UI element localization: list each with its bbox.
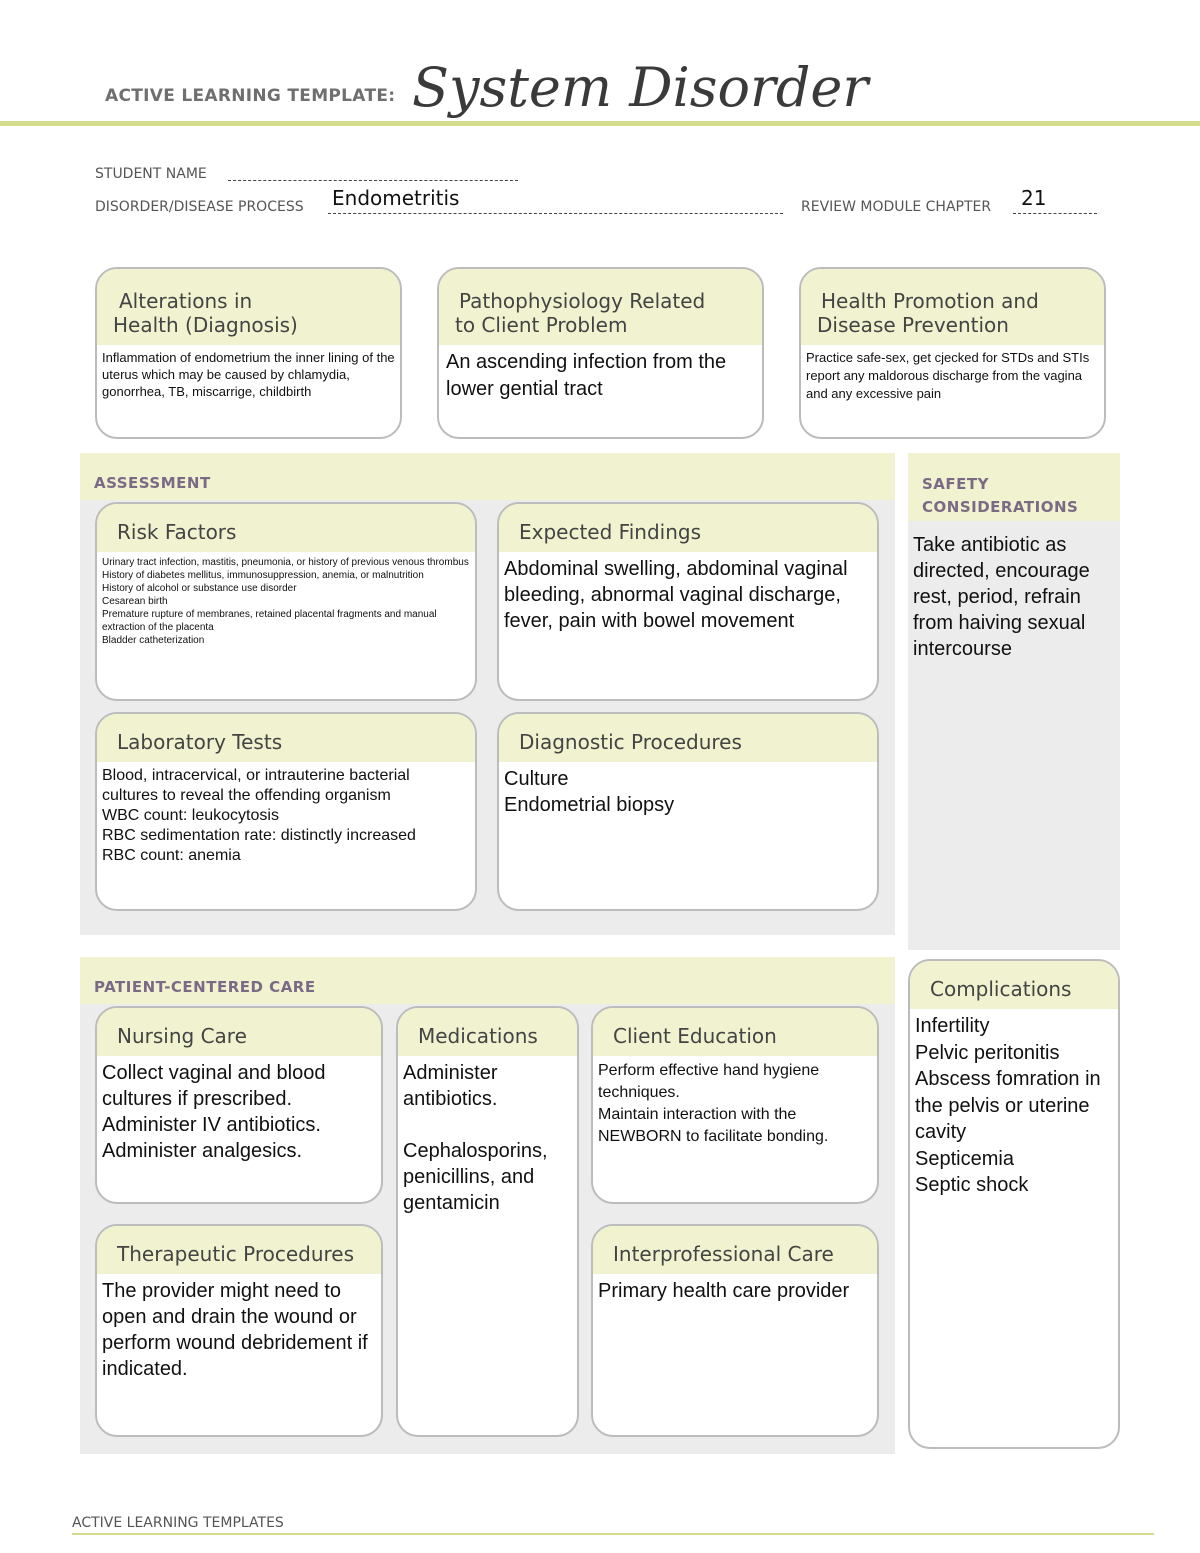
lab-tests-title: Laboratory Tests bbox=[97, 714, 475, 762]
nursing-care-body bbox=[97, 1056, 381, 1168]
risk-factor-item: Urinary tract infection, mastitis, pneumonia, or history of previous venous thrombus bbox=[102, 557, 469, 568]
medication-item: Administer antibiotics. bbox=[403, 1062, 498, 1110]
client-education-body bbox=[593, 1056, 877, 1152]
nursing-care-title: Nursing Care bbox=[97, 1008, 381, 1056]
medications-title: Medications bbox=[398, 1008, 577, 1056]
alterations-body: Inflammation of endometrium the inner lining of the uterus which may be caused by chlamydia, gonorrhea, TB, miscarrige, childbirth bbox=[102, 350, 395, 399]
disorder-field[interactable] bbox=[328, 213, 783, 214]
interprofessional-care-card bbox=[591, 1224, 879, 1437]
pathophysiology-body: An ascending infection from the lower gential tract bbox=[446, 351, 727, 400]
footer-text: ACTIVE LEARNING TEMPLATES bbox=[72, 1515, 284, 1531]
complication-item: Infertility bbox=[915, 1015, 990, 1037]
expected-findings-card bbox=[497, 502, 879, 701]
lab-test-item: Blood, intracervical, or intrauterine bacterial cultures to reveal the offending organism bbox=[102, 767, 410, 804]
diagnostic-procedures-card bbox=[497, 712, 879, 911]
client-education-card bbox=[591, 1006, 879, 1204]
health-promotion-title: Health Promotion and Disease Prevention bbox=[801, 269, 1104, 345]
safety-title: SAFETY CONSIDERATIONS bbox=[922, 475, 1079, 516]
interprofessional-care-title: Interprofessional Care bbox=[593, 1226, 877, 1274]
therapeutic-procedures-title: Therapeutic Procedures bbox=[97, 1226, 381, 1274]
complications-title: Complications bbox=[910, 961, 1118, 1009]
chapter-label: REVIEW MODULE CHAPTER bbox=[801, 199, 992, 215]
risk-factor-item: Bladder catheterization bbox=[102, 635, 205, 646]
diagnostic-item: Culture bbox=[504, 768, 569, 790]
nursing-care-card bbox=[95, 1006, 383, 1204]
safety-panel bbox=[908, 453, 1120, 950]
footer-rule bbox=[72, 1533, 1154, 1535]
health-promotion-body: Practice safe-sex, get cjecked for STDs and STIs report any maldorous discharge from the vagina and any excessive pain bbox=[806, 350, 1090, 401]
student-name-label: STUDENT NAME bbox=[95, 166, 207, 182]
lab-tests-body bbox=[97, 762, 475, 870]
expected-findings-title: Expected Findings bbox=[499, 504, 877, 552]
pathophysiology-title: Pathophysiology Related to Client Problem bbox=[439, 269, 762, 345]
template-title: System Disorder bbox=[412, 56, 869, 119]
complication-item: Septic shock bbox=[915, 1174, 1029, 1196]
diagnostic-procedures-title: Diagnostic Procedures bbox=[499, 714, 877, 762]
medications-card bbox=[396, 1006, 579, 1437]
alterations-title: Alterations in Health (Diagnosis) bbox=[97, 269, 400, 345]
client-education-title: Client Education bbox=[593, 1008, 877, 1056]
risk-factors-title: Risk Factors bbox=[97, 504, 475, 552]
diagnostic-procedures-body bbox=[499, 762, 877, 822]
chapter-field[interactable] bbox=[1013, 213, 1097, 214]
pathophysiology-card bbox=[437, 267, 764, 439]
risk-factor-item: Premature rupture of membranes, retained placental fragments and manual extraction of the placenta bbox=[102, 609, 437, 633]
risk-factor-item: Cesarean birth bbox=[102, 596, 168, 607]
risk-factors-body bbox=[97, 552, 475, 651]
complication-item: Septicemia bbox=[915, 1147, 1014, 1170]
safety-body: Take antibiotic as directed, encourage rest, period, refrain from haiving sexual intercourse bbox=[913, 534, 1090, 660]
chapter-value: 21 bbox=[1021, 186, 1047, 210]
lab-tests-card bbox=[95, 712, 477, 911]
complications-body bbox=[910, 1009, 1118, 1203]
assessment-title: ASSESSMENT bbox=[94, 474, 211, 492]
lab-test-item: RBC sedimentation rate: distinctly increased bbox=[102, 827, 416, 844]
client-education-item: Perform effective hand hygiene techniques. bbox=[598, 1062, 820, 1101]
header-rule bbox=[0, 121, 1200, 126]
expected-findings-body: Abdominal swelling, abdominal vaginal bleeding, abnormal vaginal discharge, fever, pain with bowel movement bbox=[504, 558, 848, 632]
interprofessional-care-body: Primary health care provider bbox=[598, 1280, 850, 1302]
lab-test-item: RBC count: anemia bbox=[102, 847, 241, 864]
medications-body bbox=[398, 1056, 577, 1220]
risk-factors-card bbox=[95, 502, 477, 701]
client-education-item: Maintain interaction with the NEWBORN to facilitate bonding. bbox=[598, 1106, 829, 1145]
medication-item: Cephalosporins, penicillins, and gentamicin bbox=[403, 1140, 548, 1214]
therapeutic-procedures-body: The provider might need to open and drain the wound or perform wound debridement if indicated. bbox=[102, 1280, 368, 1380]
health-promotion-card bbox=[799, 267, 1106, 439]
diagnostic-item: Endometrial biopsy bbox=[504, 794, 675, 816]
disorder-value: Endometritis bbox=[332, 186, 460, 210]
nursing-care-item: Administer analgesics. bbox=[102, 1140, 303, 1162]
lab-test-item: WBC count: leukocytosis bbox=[102, 807, 279, 824]
complication-item: Abscess fomration in the pelvis or uterine cavity bbox=[915, 1068, 1101, 1143]
patient-care-title: PATIENT-CENTERED CARE bbox=[94, 978, 316, 996]
nursing-care-item: Collect vaginal and blood cultures if prescribed. bbox=[102, 1062, 326, 1110]
nursing-care-item: Administer IV antibiotics. bbox=[102, 1114, 321, 1136]
therapeutic-procedures-card bbox=[95, 1224, 383, 1437]
student-name-field[interactable] bbox=[228, 180, 518, 181]
alterations-card bbox=[95, 267, 402, 439]
template-label: ACTIVE LEARNING TEMPLATE: bbox=[105, 86, 396, 106]
complications-card bbox=[908, 959, 1120, 1449]
disorder-label: DISORDER/DISEASE PROCESS bbox=[95, 199, 304, 215]
risk-factor-item: History of alcohol or substance use disorder bbox=[102, 583, 297, 594]
complication-item: Pelvic peritonitis bbox=[915, 1041, 1060, 1064]
risk-factor-item: History of diabetes mellitus, immunosuppression, anemia, or malnutrition bbox=[102, 570, 424, 581]
